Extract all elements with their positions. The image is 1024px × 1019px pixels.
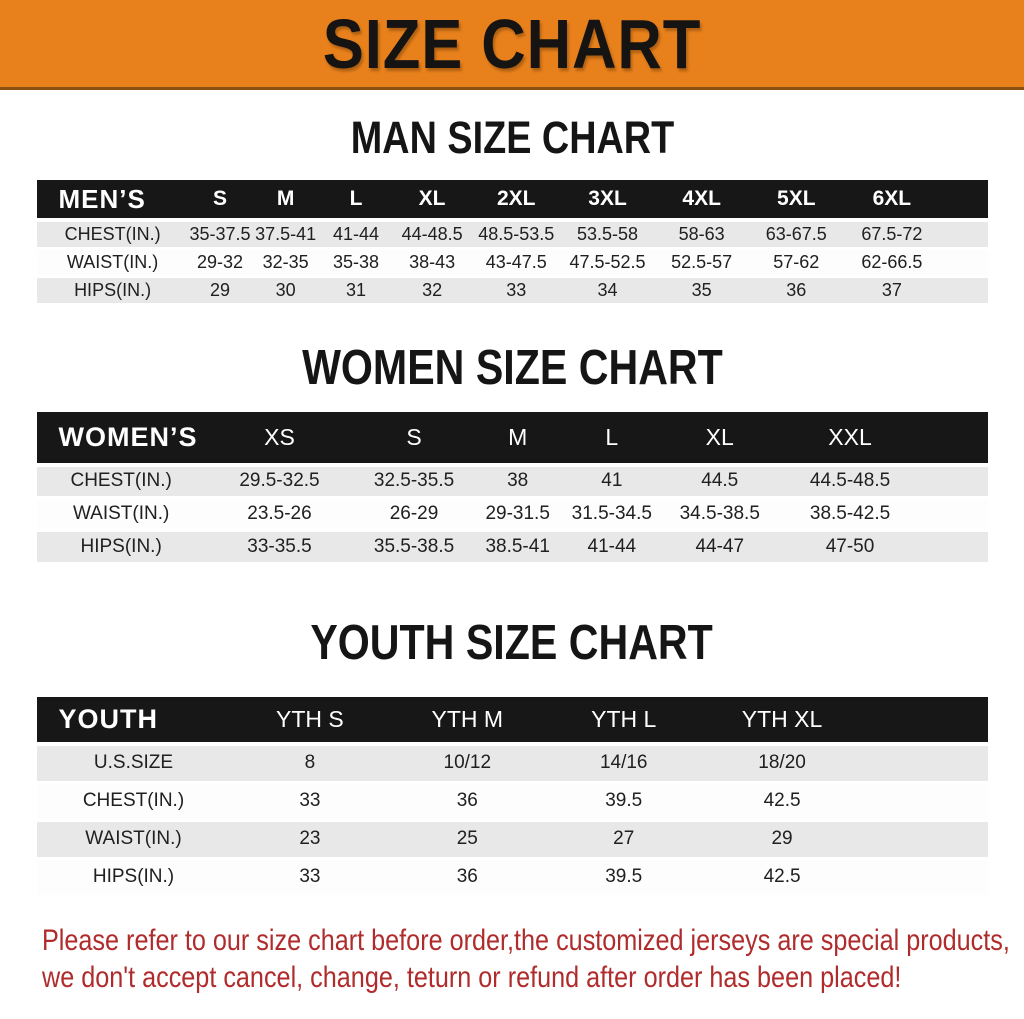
size-value: 47-50 (776, 531, 923, 564)
spacer-cell (940, 248, 988, 276)
measurement-row-label: HIPS(IN.) (37, 858, 231, 896)
size-value: 44-47 (663, 531, 776, 564)
size-value: 63-67.5 (749, 220, 844, 248)
size-value: 36 (389, 782, 545, 820)
size-column-header: XS (206, 412, 353, 465)
size-value: 32 (392, 276, 472, 304)
size-value: 36 (389, 858, 545, 896)
measurement-row (37, 498, 988, 531)
size-value: 14/16 (545, 744, 702, 782)
size-column-header: M (475, 412, 561, 465)
table-group-label: YOUTH (37, 697, 231, 744)
table-group-label: WOMEN’S (37, 412, 206, 465)
size-value: 18/20 (702, 744, 862, 782)
size-column-header: YTH M (389, 697, 545, 744)
women-section-heading (0, 306, 1024, 412)
measurement-row (37, 531, 988, 564)
size-value: 33 (231, 782, 390, 820)
size-value: 52.5-57 (655, 248, 749, 276)
size-value: 26-29 (353, 498, 475, 531)
size-value: 37 (844, 276, 940, 304)
disclaimer-line-1: Please refer to our size chart before order,the customized jerseys are special products, (42, 923, 1010, 957)
size-column-header: XL (392, 180, 472, 220)
size-column-header: YTH XL (702, 697, 862, 744)
size-column-header: 2XL (472, 180, 560, 220)
size-value: 23 (231, 820, 390, 858)
size-value: 58-63 (655, 220, 749, 248)
size-value: 27 (545, 820, 702, 858)
size-value: 44-48.5 (392, 220, 472, 248)
size-value: 42.5 (702, 782, 862, 820)
size-value: 33-35.5 (206, 531, 353, 564)
banner-title: SIZE CHART (322, 4, 702, 83)
size-value: 38 (475, 465, 561, 498)
size-value: 33 (472, 276, 560, 304)
measurement-row-label: HIPS(IN.) (37, 531, 206, 564)
measurement-row-label: WAIST(IN.) (37, 498, 206, 531)
spacer-cell (924, 531, 988, 564)
size-value: 29.5-32.5 (206, 465, 353, 498)
youth-section-heading-text: YOUTH SIZE CHART (310, 616, 714, 670)
size-value: 34 (560, 276, 654, 304)
measurement-row (37, 744, 988, 782)
spacer-cell (862, 697, 988, 744)
size-column-header: S (353, 412, 475, 465)
women-size-section (0, 306, 1024, 566)
youth-section-heading (0, 565, 1024, 697)
size-value: 41-44 (560, 531, 663, 564)
size-column-header: 6XL (844, 180, 940, 220)
measurement-row-label: CHEST(IN.) (37, 782, 231, 820)
size-value: 34.5-38.5 (663, 498, 776, 531)
size-value: 25 (389, 820, 545, 858)
size-value: 35.5-38.5 (353, 531, 475, 564)
spacer-cell (924, 465, 988, 498)
measurement-row (37, 465, 988, 498)
measurement-row-label: WAIST(IN.) (37, 820, 231, 858)
size-value: 29-31.5 (475, 498, 561, 531)
size-value: 53.5-58 (560, 220, 654, 248)
size-value: 37.5-41 (251, 220, 319, 248)
men-size-section (0, 90, 1024, 306)
size-value: 43-47.5 (472, 248, 560, 276)
size-value: 29-32 (189, 248, 252, 276)
size-column-header: 3XL (560, 180, 654, 220)
youth-size-section (0, 565, 1024, 898)
order-disclaimer (0, 922, 1024, 998)
size-value: 57-62 (749, 248, 844, 276)
size-column-header: XXL (776, 412, 923, 465)
size-value: 48.5-53.5 (472, 220, 560, 248)
size-value: 39.5 (545, 858, 702, 896)
disclaimer-line-2: we don't accept cancel, change, teturn or refund after order has been placed! (42, 961, 902, 995)
size-value: 10/12 (389, 744, 545, 782)
measurement-row-label: CHEST(IN.) (37, 220, 189, 248)
size-value: 31 (320, 276, 392, 304)
size-value: 29 (702, 820, 862, 858)
size-value: 47.5-52.5 (560, 248, 654, 276)
size-value: 38.5-42.5 (776, 498, 923, 531)
size-value: 67.5-72 (844, 220, 940, 248)
size-value: 35-37.5 (189, 220, 252, 248)
measurement-row (37, 248, 988, 276)
size-value: 32.5-35.5 (353, 465, 475, 498)
measurement-row (37, 820, 988, 858)
measurement-row-label: HIPS(IN.) (37, 276, 189, 304)
size-value: 8 (231, 744, 390, 782)
size-value: 33 (231, 858, 390, 896)
size-column-header: 5XL (749, 180, 844, 220)
size-value: 30 (251, 276, 319, 304)
size-value: 29 (189, 276, 252, 304)
size-value: 39.5 (545, 782, 702, 820)
size-value: 35-38 (320, 248, 392, 276)
women-section-heading-text: WOMEN SIZE CHART (301, 340, 723, 395)
size-column-header: L (320, 180, 392, 220)
size-column-header: YTH S (231, 697, 390, 744)
spacer-cell (940, 220, 988, 248)
size-column-header: M (251, 180, 319, 220)
men-section-heading (0, 90, 1024, 180)
measurement-row (37, 276, 988, 304)
size-value: 23.5-26 (206, 498, 353, 531)
size-table-header-row (37, 180, 988, 220)
youth-size-table (37, 697, 988, 898)
size-value: 36 (749, 276, 844, 304)
men-section-heading-text: MAN SIZE CHART (350, 112, 674, 163)
table-group-label: MEN’S (37, 180, 189, 220)
spacer-cell (924, 412, 988, 465)
size-table-header-row (37, 697, 988, 744)
size-value: 62-66.5 (844, 248, 940, 276)
measurement-row-label: U.S.SIZE (37, 744, 231, 782)
size-value: 44.5-48.5 (776, 465, 923, 498)
size-value: 35 (655, 276, 749, 304)
women-size-table (37, 412, 988, 566)
spacer-cell (862, 782, 988, 820)
size-value: 44.5 (663, 465, 776, 498)
size-column-header: L (560, 412, 663, 465)
measurement-row-label: WAIST(IN.) (37, 248, 189, 276)
size-chart-banner (0, 0, 1024, 90)
size-value: 41 (560, 465, 663, 498)
measurement-row (37, 220, 988, 248)
size-column-header: S (189, 180, 252, 220)
spacer-cell (862, 744, 988, 782)
men-size-table (37, 180, 988, 306)
size-column-header: XL (663, 412, 776, 465)
size-value: 38-43 (392, 248, 472, 276)
size-value: 31.5-34.5 (560, 498, 663, 531)
spacer-cell (862, 820, 988, 858)
size-value: 42.5 (702, 858, 862, 896)
measurement-row-label: CHEST(IN.) (37, 465, 206, 498)
size-column-header: YTH L (545, 697, 702, 744)
spacer-cell (924, 498, 988, 531)
size-value: 38.5-41 (475, 531, 561, 564)
size-value: 32-35 (251, 248, 319, 276)
spacer-cell (862, 858, 988, 896)
size-value: 41-44 (320, 220, 392, 248)
size-column-header: 4XL (655, 180, 749, 220)
measurement-row (37, 858, 988, 896)
spacer-cell (940, 276, 988, 304)
size-table-header-row (37, 412, 988, 465)
spacer-cell (940, 180, 988, 220)
measurement-row (37, 782, 988, 820)
